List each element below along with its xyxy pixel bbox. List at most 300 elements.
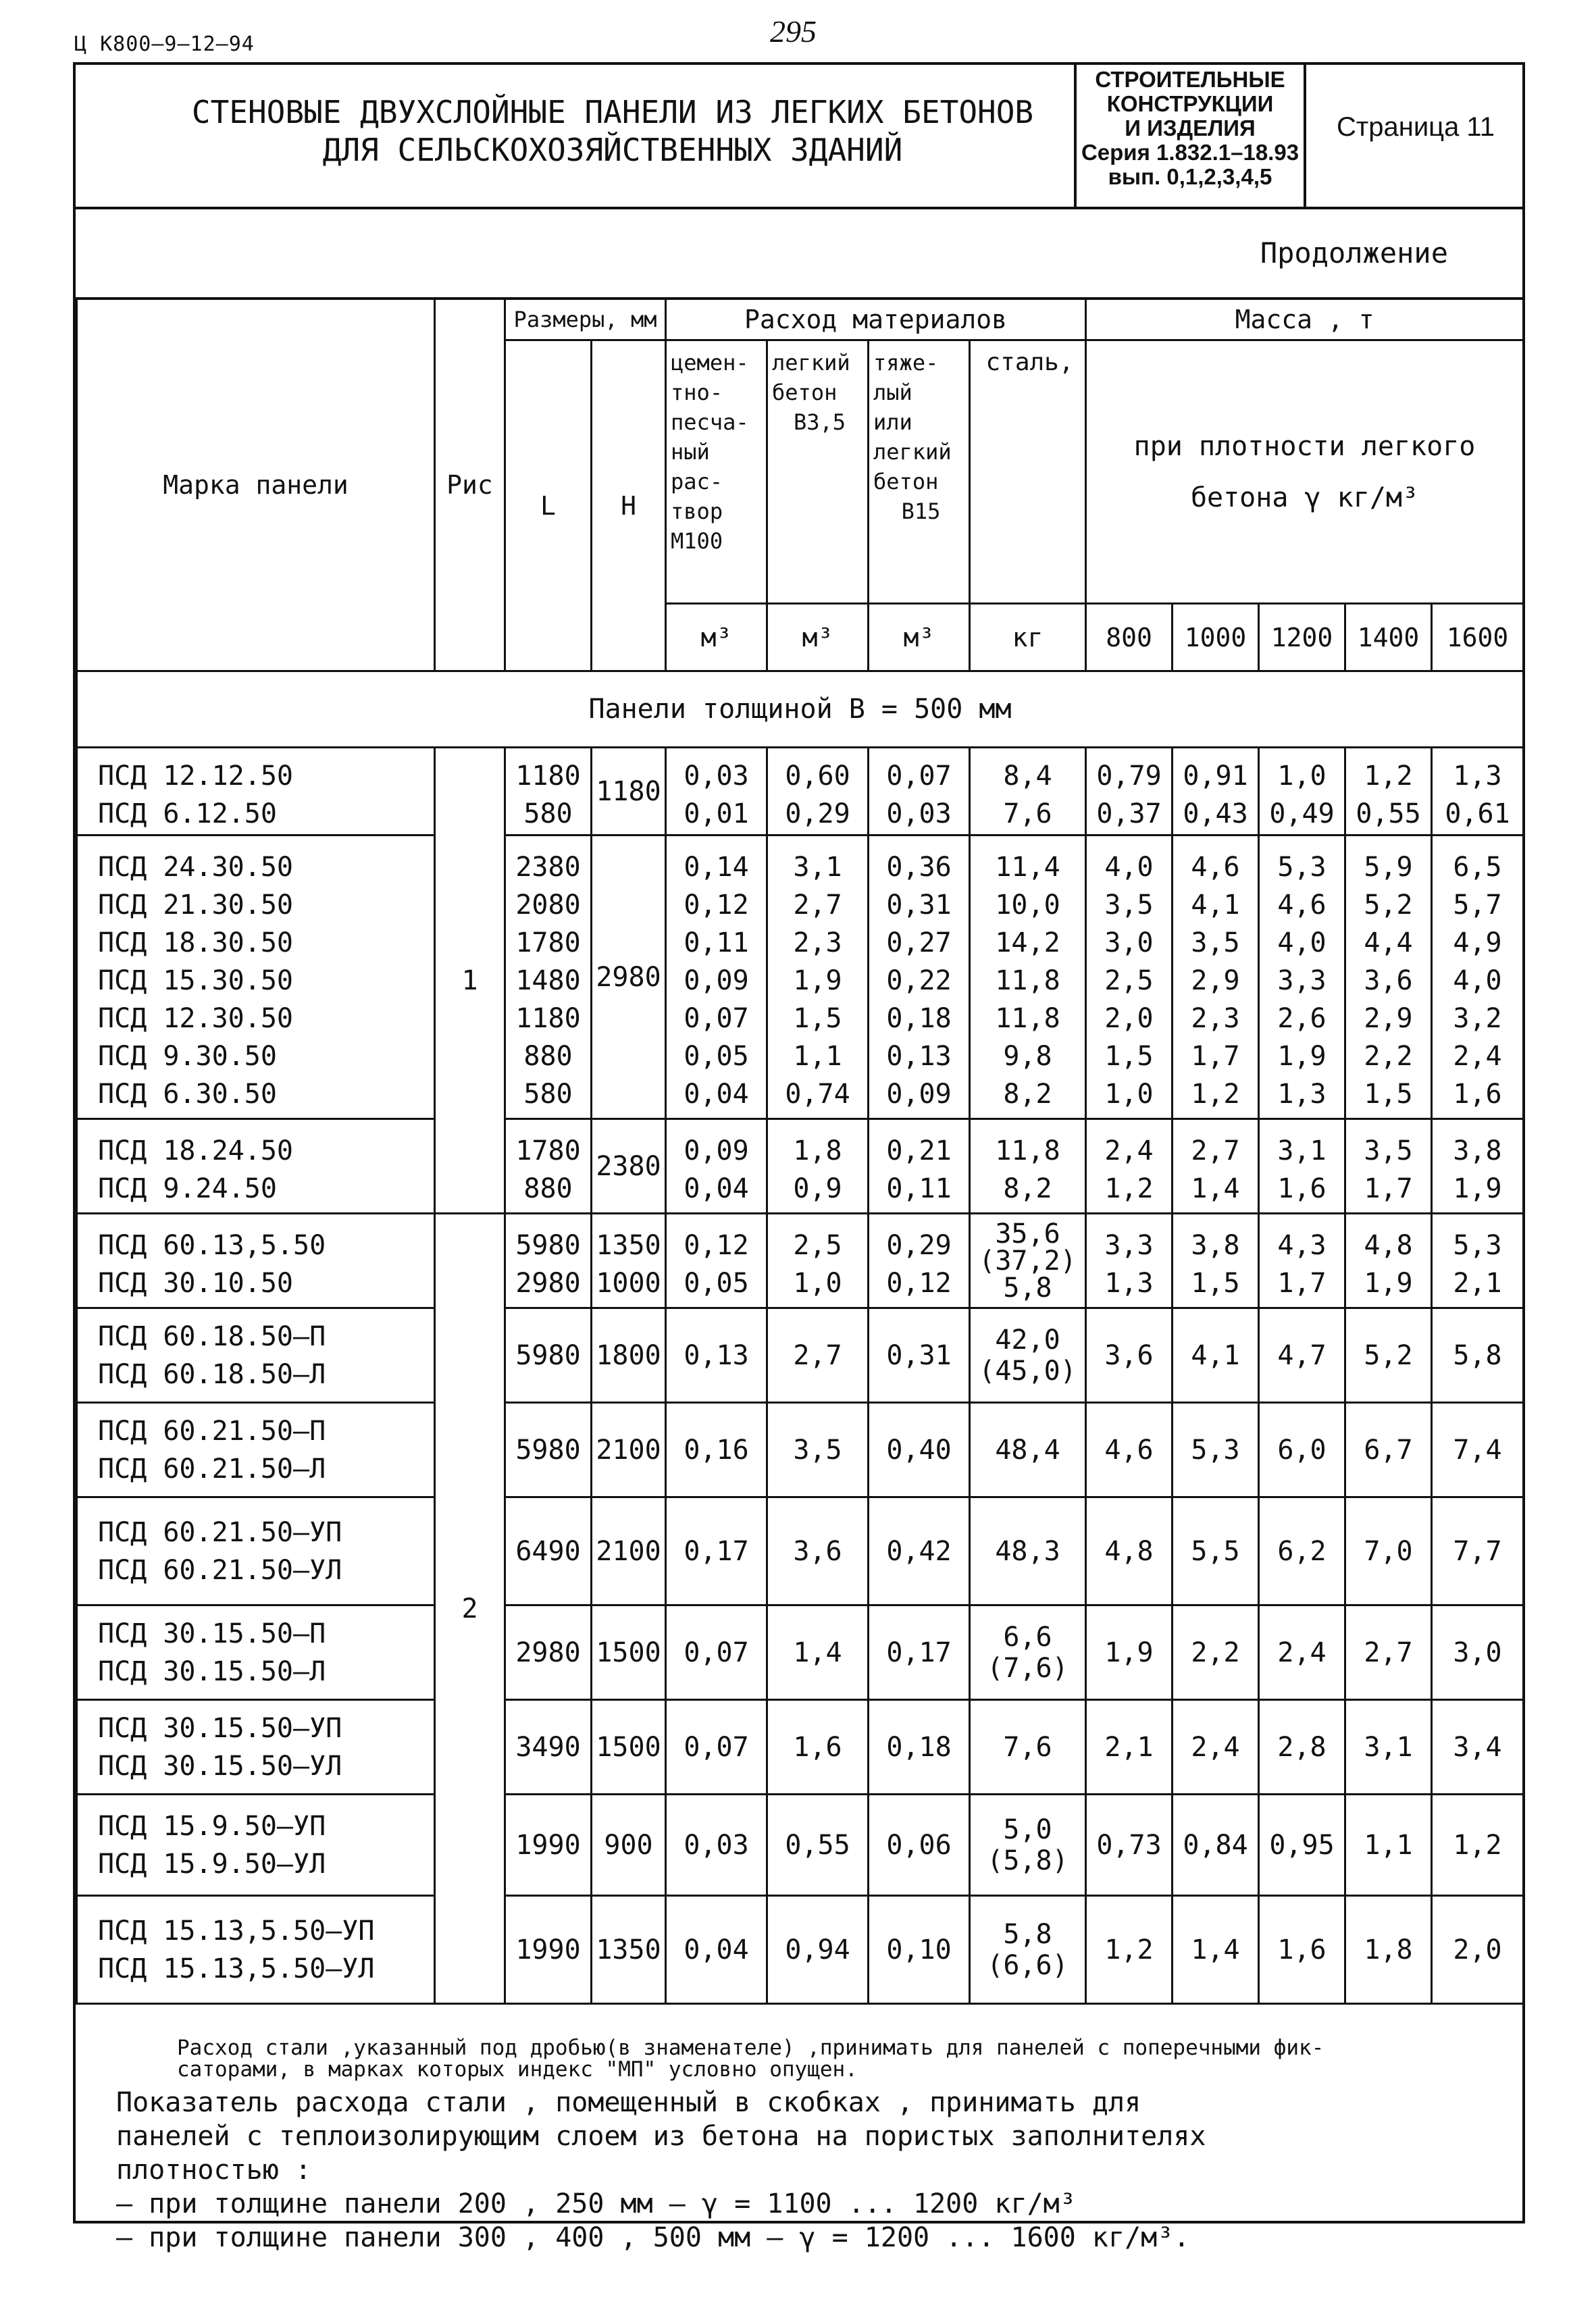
note-line: панелей с теплоизолирующим слоем из бетона на пористых заполнителях	[116, 2121, 1206, 2152]
value: 1,7	[1277, 1267, 1327, 1299]
heavy-concrete-cell: 0,31	[869, 1308, 970, 1403]
mass-800-cell	[1086, 1214, 1173, 1308]
L-cell: 2980	[505, 1605, 592, 1700]
mass-1400-cell: 1,8	[1345, 1896, 1432, 2004]
value: 8,2	[1003, 1078, 1052, 1110]
H-cell: 1500	[592, 1700, 666, 1795]
value: 35,6	[995, 1218, 1060, 1250]
mark-cell	[77, 1896, 435, 2004]
steel-cell	[970, 1896, 1086, 2004]
header-density	[1086, 340, 1524, 604]
panel-mark: ПСД 60.21.50–Л	[98, 1453, 326, 1485]
value: 580	[523, 1078, 573, 1110]
value: 1,8	[793, 1135, 842, 1166]
heavy-concrete-cell: 0,40	[869, 1403, 970, 1497]
value: 4,4	[1364, 927, 1413, 958]
value: 9,8	[1003, 1040, 1052, 1072]
value: 0,05	[684, 1267, 749, 1299]
value: 0,22	[886, 965, 952, 996]
header-heavy-concrete	[869, 340, 970, 604]
mortar-cell	[666, 1214, 767, 1308]
value: 0,29	[886, 1229, 952, 1261]
mass-1400-cell: 6,7	[1345, 1403, 1432, 1497]
value: 4,8	[1364, 1229, 1413, 1261]
value: 11,8	[995, 1002, 1060, 1034]
header-text: легкий	[772, 350, 850, 376]
series-line: вып. 0,1,2,3,4,5	[1108, 164, 1272, 189]
mass-800-cell: 3,6	[1086, 1308, 1173, 1403]
L-cell	[505, 835, 592, 1119]
value: 6,5	[1453, 851, 1502, 883]
L-cell	[505, 1214, 592, 1308]
mass-1000-cell: 2,2	[1173, 1605, 1259, 1700]
value: 0,60	[785, 760, 850, 792]
value: 3,0	[1104, 927, 1154, 958]
value: 880	[523, 1173, 573, 1204]
light-concrete-cell	[767, 1214, 869, 1308]
value: (6,6)	[987, 1949, 1069, 1981]
value: 0,18	[886, 1002, 952, 1034]
value: 0,43	[1183, 798, 1248, 829]
header-text: легкий	[873, 439, 952, 465]
header-text: рас-	[671, 469, 723, 494]
value: 0,09	[684, 965, 749, 996]
mass-1000-cell: 5,5	[1173, 1497, 1259, 1605]
mass-1600-cell	[1432, 1119, 1524, 1214]
value: 2,5	[1104, 965, 1154, 996]
note-line: – при толщине панели 200 , 250 мм – γ = 1100 ... 1200 кг/м³	[116, 2188, 1076, 2219]
note-line: Показатель расхода стали , помещенный в скобках , принимать для	[116, 2087, 1141, 2118]
series-stamp	[1074, 65, 1306, 207]
mass-800-cell: 1,2	[1086, 1896, 1173, 2004]
header-steel	[970, 340, 1086, 604]
header-materials: Расход материалов	[666, 299, 1086, 340]
light-concrete-cell	[767, 1119, 869, 1214]
value: (45,0)	[979, 1355, 1077, 1387]
value: 48,3	[995, 1535, 1060, 1567]
value: 1350	[596, 1229, 661, 1261]
steel-cell	[970, 1605, 1086, 1700]
header-text: при плотности легкого	[1133, 430, 1476, 462]
panel-mark: ПСД 15.9.50–УП	[98, 1810, 326, 1842]
value: 5,3	[1453, 1229, 1502, 1261]
value: 1,2	[1104, 1173, 1154, 1204]
steel-cell	[970, 1795, 1086, 1896]
light-concrete-cell: 3,6	[767, 1497, 869, 1605]
H-cell: 2380	[592, 1119, 666, 1214]
value: 0,9	[793, 1173, 842, 1204]
value: 1,6	[1453, 1078, 1502, 1110]
heavy-concrete-cell: 0,18	[869, 1700, 970, 1795]
value: 2,3	[793, 927, 842, 958]
value: 1,9	[1364, 1267, 1413, 1299]
value: 1,5	[1104, 1040, 1154, 1072]
value: 2,5	[793, 1229, 842, 1261]
panel-mark: ПСД 30.15.50–П	[98, 1618, 326, 1649]
value: 0,14	[684, 851, 749, 883]
L-cell: 1990	[505, 1795, 592, 1896]
mass-1200-cell	[1259, 835, 1345, 1119]
value: 0,29	[785, 798, 850, 829]
value: 0,21	[886, 1135, 952, 1166]
value: 5980	[515, 1229, 581, 1261]
value: 0,12	[684, 1229, 749, 1261]
value: 4,3	[1277, 1229, 1327, 1261]
mark-cell	[77, 748, 435, 835]
L-cell: 1990	[505, 1896, 592, 2004]
mass-1600-cell: 3,0	[1432, 1605, 1524, 1700]
density-1200: 1200	[1259, 604, 1345, 671]
light-concrete-cell: 0,94	[767, 1896, 869, 2004]
value: 7,6	[1003, 1731, 1052, 1763]
mass-1600-cell: 2,0	[1432, 1896, 1524, 2004]
steel-cell	[970, 1308, 1086, 1403]
mass-1400-cell: 1,1	[1345, 1795, 1432, 1896]
mark-cell	[77, 1795, 435, 1896]
value: 2,0	[1104, 1002, 1154, 1034]
value: 42,0	[995, 1324, 1060, 1356]
mortar-cell	[666, 835, 767, 1119]
header-text: цемен-	[671, 350, 749, 376]
mass-1000-cell	[1173, 1214, 1259, 1308]
header-text: ный	[671, 439, 710, 465]
value: 11,8	[995, 965, 1060, 996]
value: 2,7	[793, 889, 842, 921]
panel-mark: ПСД 60.18.50–П	[98, 1320, 326, 1352]
value: 0,13	[886, 1040, 952, 1072]
header-fig: Рис	[435, 299, 505, 671]
value: 2,6	[1277, 1002, 1327, 1034]
value: 0,31	[886, 889, 952, 921]
value: 1,9	[1453, 1173, 1502, 1204]
value: 1180	[515, 760, 581, 792]
continuation-label: Продолжение	[1260, 236, 1448, 269]
H-cell: 1500	[592, 1605, 666, 1700]
value: 1,0	[793, 1267, 842, 1299]
mass-1600-cell: 3,4	[1432, 1700, 1524, 1795]
light-concrete-cell	[767, 835, 869, 1119]
document-code: Ц К800—9—12—94	[74, 32, 255, 56]
panel-mark: ПСД 30.15.50–УЛ	[98, 1750, 342, 1782]
value: 2,9	[1191, 965, 1240, 996]
value: 1780	[515, 927, 581, 958]
mass-1400-cell	[1345, 1119, 1432, 1214]
steel-cell	[970, 1403, 1086, 1497]
mass-1200-cell	[1259, 1214, 1345, 1308]
panel-mark: ПСД 9.30.50	[98, 1040, 277, 1072]
value: 0,37	[1096, 798, 1162, 829]
value: 3,2	[1453, 1002, 1502, 1034]
value: 1,5	[1191, 1267, 1240, 1299]
series-line: И ИЗДЕЛИЯ	[1125, 115, 1256, 140]
value: 8,2	[1003, 1173, 1052, 1204]
header-text: бетона γ кг/м³	[1190, 482, 1419, 513]
value: 1,1	[793, 1040, 842, 1072]
value: 1,7	[1364, 1173, 1413, 1204]
title-line-1: СТЕНОВЫЕ ДВУХСЛОЙНЫЕ ПАНЕЛИ ИЗ ЛЕГКИХ БЕТОНОВ	[191, 94, 1034, 130]
unit-m3: м³	[869, 604, 970, 671]
heavy-concrete-cell	[869, 1119, 970, 1214]
panel-mark: ПСД 12.12.50	[98, 760, 293, 792]
mass-1400-cell	[1345, 1214, 1432, 1308]
mortar-cell	[666, 748, 767, 835]
value: 2080	[515, 889, 581, 921]
H-cell: 1180	[592, 748, 666, 835]
panel-mark: ПСД 60.21.50–УП	[98, 1516, 342, 1548]
value: 0,07	[684, 1002, 749, 1034]
value: 3,5	[1364, 1135, 1413, 1166]
value: 8,4	[1003, 760, 1052, 792]
value: 1,9	[1277, 1040, 1327, 1072]
mass-1200-cell	[1259, 748, 1345, 835]
steel-cell	[970, 1119, 1086, 1214]
value: 880	[523, 1040, 573, 1072]
mass-1600-cell: 1,2	[1432, 1795, 1524, 1896]
density-1400: 1400	[1345, 604, 1432, 671]
value: 3,6	[1364, 965, 1413, 996]
light-concrete-cell: 2,7	[767, 1308, 869, 1403]
value: 1,2	[1364, 760, 1413, 792]
value: 1,6	[1277, 1173, 1327, 1204]
note-line: Расход стали ,указанный под дробью(в знаменателе) ,принимать для панелей с поперечными фик-	[177, 2036, 1324, 2060]
mass-1000-cell	[1173, 748, 1259, 835]
note-line: саторами, в марках которых индекс "МП" условно опущен.	[177, 2057, 858, 2082]
mass-800-cell: 0,73	[1086, 1795, 1173, 1896]
value: 0,27	[886, 927, 952, 958]
H-cell: 1800	[592, 1308, 666, 1403]
value: 0,01	[684, 798, 749, 829]
header-H: H	[592, 340, 666, 671]
value: 3,5	[1104, 889, 1154, 921]
series-line: СТРОИТЕЛЬНЫЕ	[1095, 67, 1285, 92]
value: 4,0	[1453, 965, 1502, 996]
value: 0,07	[886, 760, 952, 792]
mass-1000-cell: 5,3	[1173, 1403, 1259, 1497]
value: 0,61	[1445, 798, 1510, 829]
H-cell: 2100	[592, 1497, 666, 1605]
note-line: – при толщине панели 300 , 400 , 500 мм – γ = 1200 ... 1600 кг/м³.	[116, 2222, 1190, 2253]
value: 4,9	[1453, 927, 1502, 958]
value: 1000	[596, 1267, 661, 1299]
panel-mark: ПСД 9.24.50	[98, 1173, 277, 1204]
mass-800-cell: 4,8	[1086, 1497, 1173, 1605]
light-concrete-cell: 3,5	[767, 1403, 869, 1497]
mass-800-cell: 1,9	[1086, 1605, 1173, 1700]
steel-cell	[970, 835, 1086, 1119]
value: 1,3	[1104, 1267, 1154, 1299]
header-text: тно-	[671, 380, 723, 405]
value: 5,8	[1003, 1272, 1052, 1304]
light-concrete-cell: 0,55	[767, 1795, 869, 1896]
mass-1400-cell: 7,0	[1345, 1497, 1432, 1605]
value: 5,9	[1364, 851, 1413, 883]
value: 3,3	[1277, 965, 1327, 996]
value: 1,5	[1364, 1078, 1413, 1110]
value: (37,2)	[979, 1245, 1077, 1277]
value: 0,55	[1356, 798, 1421, 829]
panel-mark: ПСД 21.30.50	[98, 889, 293, 921]
mass-1600-cell	[1432, 835, 1524, 1119]
value: 0,36	[886, 851, 952, 883]
H-cell: 2100	[592, 1403, 666, 1497]
value: 2380	[515, 851, 581, 883]
value: 1,7	[1191, 1040, 1240, 1072]
header-mass: Масса , т	[1086, 299, 1524, 340]
header-cement-mortar	[666, 340, 767, 604]
mark-cell	[77, 1403, 435, 1497]
value: 1,0	[1277, 760, 1327, 792]
heavy-concrete-cell: 0,42	[869, 1497, 970, 1605]
value: 3,1	[1277, 1135, 1327, 1166]
value: 580	[523, 798, 573, 829]
value: 0,12	[886, 1267, 952, 1299]
fig-cell: 1	[435, 748, 505, 1214]
density-800: 800	[1086, 604, 1173, 671]
mark-cell	[77, 1308, 435, 1403]
mortar-cell: 0,04	[666, 1896, 767, 2004]
value: 3,3	[1104, 1229, 1154, 1261]
value: 1180	[515, 1002, 581, 1034]
header-text: В3,5	[793, 409, 846, 435]
series-line: Серия 1.832.1–18.93	[1081, 140, 1299, 165]
L-cell: 3490	[505, 1700, 592, 1795]
mortar-cell: 0,17	[666, 1497, 767, 1605]
density-1600: 1600	[1432, 604, 1524, 671]
value: 1780	[515, 1135, 581, 1166]
value: 2980	[515, 1267, 581, 1299]
mass-1600-cell	[1432, 1214, 1524, 1308]
panel-mark: ПСД 30.15.50–Л	[98, 1655, 326, 1687]
steel-cell	[970, 1214, 1086, 1308]
title-line-2: ДЛЯ СЕЛЬСКОХОЗЯЙСТВЕННЫХ ЗДАНИЙ	[322, 132, 903, 168]
heavy-concrete-cell	[869, 748, 970, 835]
value: 2,2	[1364, 1040, 1413, 1072]
panel-mark: ПСД 18.30.50	[98, 927, 293, 958]
mass-1200-cell: 1,6	[1259, 1896, 1345, 2004]
value: 2,7	[1191, 1135, 1240, 1166]
mass-1000-cell	[1173, 1119, 1259, 1214]
value: 3,5	[1191, 927, 1240, 958]
value: 4,0	[1104, 851, 1154, 883]
mass-800-cell: 2,1	[1086, 1700, 1173, 1795]
mass-800-cell	[1086, 748, 1173, 835]
density-1000: 1000	[1173, 604, 1259, 671]
panel-mark: ПСД 18.24.50	[98, 1135, 293, 1166]
value: 0,11	[684, 927, 749, 958]
header-text: бетон	[873, 469, 939, 494]
header-text: твор	[671, 498, 723, 524]
header-text: лый	[873, 380, 912, 405]
value: 0,49	[1269, 798, 1335, 829]
header-text: песча-	[671, 409, 749, 435]
value: 4,6	[1277, 889, 1327, 921]
mass-1000-cell: 0,84	[1173, 1795, 1259, 1896]
note-fraction	[177, 2037, 1494, 2080]
L-cell: 6490	[505, 1497, 592, 1605]
page-label: Страница 11	[1337, 112, 1495, 142]
light-concrete-cell: 1,6	[767, 1700, 869, 1795]
value: (7,6)	[987, 1652, 1069, 1684]
mass-1600-cell: 7,4	[1432, 1403, 1524, 1497]
value: 0,11	[886, 1173, 952, 1204]
mortar-cell: 0,13	[666, 1308, 767, 1403]
header-L: L	[505, 340, 592, 671]
steel-cell	[970, 1700, 1086, 1795]
mass-1000-cell	[1173, 835, 1259, 1119]
fig-cell: 2	[435, 1214, 505, 2004]
value: 0,04	[684, 1173, 749, 1204]
panel-mark: ПСД 60.21.50–П	[98, 1415, 326, 1447]
page-number: 295	[770, 14, 817, 49]
H-cell: 900	[592, 1795, 666, 1896]
mass-1600-cell: 5,8	[1432, 1308, 1524, 1403]
value: 5,0	[1003, 1814, 1052, 1845]
value: 0,04	[684, 1078, 749, 1110]
value: 0,79	[1096, 760, 1162, 792]
mark-cell	[77, 1700, 435, 1795]
note-line: плотностью :	[116, 2155, 311, 2186]
mortar-cell: 0,16	[666, 1403, 767, 1497]
value: 3,1	[793, 851, 842, 883]
light-concrete-cell	[767, 748, 869, 835]
mark-cell	[77, 1214, 435, 1308]
value: 4,6	[1191, 851, 1240, 883]
mass-800-cell: 4,6	[1086, 1403, 1173, 1497]
value: 2,4	[1104, 1135, 1154, 1166]
panel-mark: ПСД 6.12.50	[98, 798, 277, 829]
header-text: сталь,	[985, 349, 1074, 376]
mark-cell	[77, 1497, 435, 1605]
mass-1400-cell: 5,2	[1345, 1308, 1432, 1403]
panel-mark: ПСД 6.30.50	[98, 1078, 277, 1110]
heavy-concrete-cell	[869, 1214, 970, 1308]
mass-1200-cell: 6,0	[1259, 1403, 1345, 1497]
mass-1400-cell: 3,1	[1345, 1700, 1432, 1795]
heavy-concrete-cell: 0,06	[869, 1795, 970, 1896]
continuation-row	[76, 209, 1522, 300]
value: 5,2	[1364, 889, 1413, 921]
note-brackets	[116, 2086, 1501, 2255]
value: 1,0	[1104, 1078, 1154, 1110]
H-cell: 1350	[592, 1896, 666, 2004]
mass-1200-cell	[1259, 1119, 1345, 1214]
L-cell	[505, 1119, 592, 1214]
value: 0,03	[886, 798, 952, 829]
header-text: или	[873, 409, 912, 435]
value: 5,7	[1453, 889, 1502, 921]
mass-1200-cell: 2,8	[1259, 1700, 1345, 1795]
value: 4,0	[1277, 927, 1327, 958]
panel-mark: ПСД 30.15.50–УП	[98, 1712, 342, 1744]
mass-1400-cell: 2,7	[1345, 1605, 1432, 1700]
unit-m3: м³	[767, 604, 869, 671]
value: 7,6	[1003, 798, 1052, 829]
value: 1,5	[793, 1002, 842, 1034]
panels-table	[76, 297, 1524, 2005]
steel-cell	[970, 748, 1086, 835]
mark-cell	[77, 835, 435, 1119]
value: 4,1	[1191, 889, 1240, 921]
H-cell	[592, 1214, 666, 1308]
document-title	[96, 93, 1129, 169]
panel-mark: ПСД 24.30.50	[98, 851, 293, 883]
header-mark: Марка панели	[77, 299, 435, 671]
mass-800-cell	[1086, 1119, 1173, 1214]
mass-1200-cell: 4,7	[1259, 1308, 1345, 1403]
heavy-concrete-cell: 0,17	[869, 1605, 970, 1700]
panel-mark: ПСД 30.10.50	[98, 1267, 293, 1299]
mass-800-cell	[1086, 835, 1173, 1119]
